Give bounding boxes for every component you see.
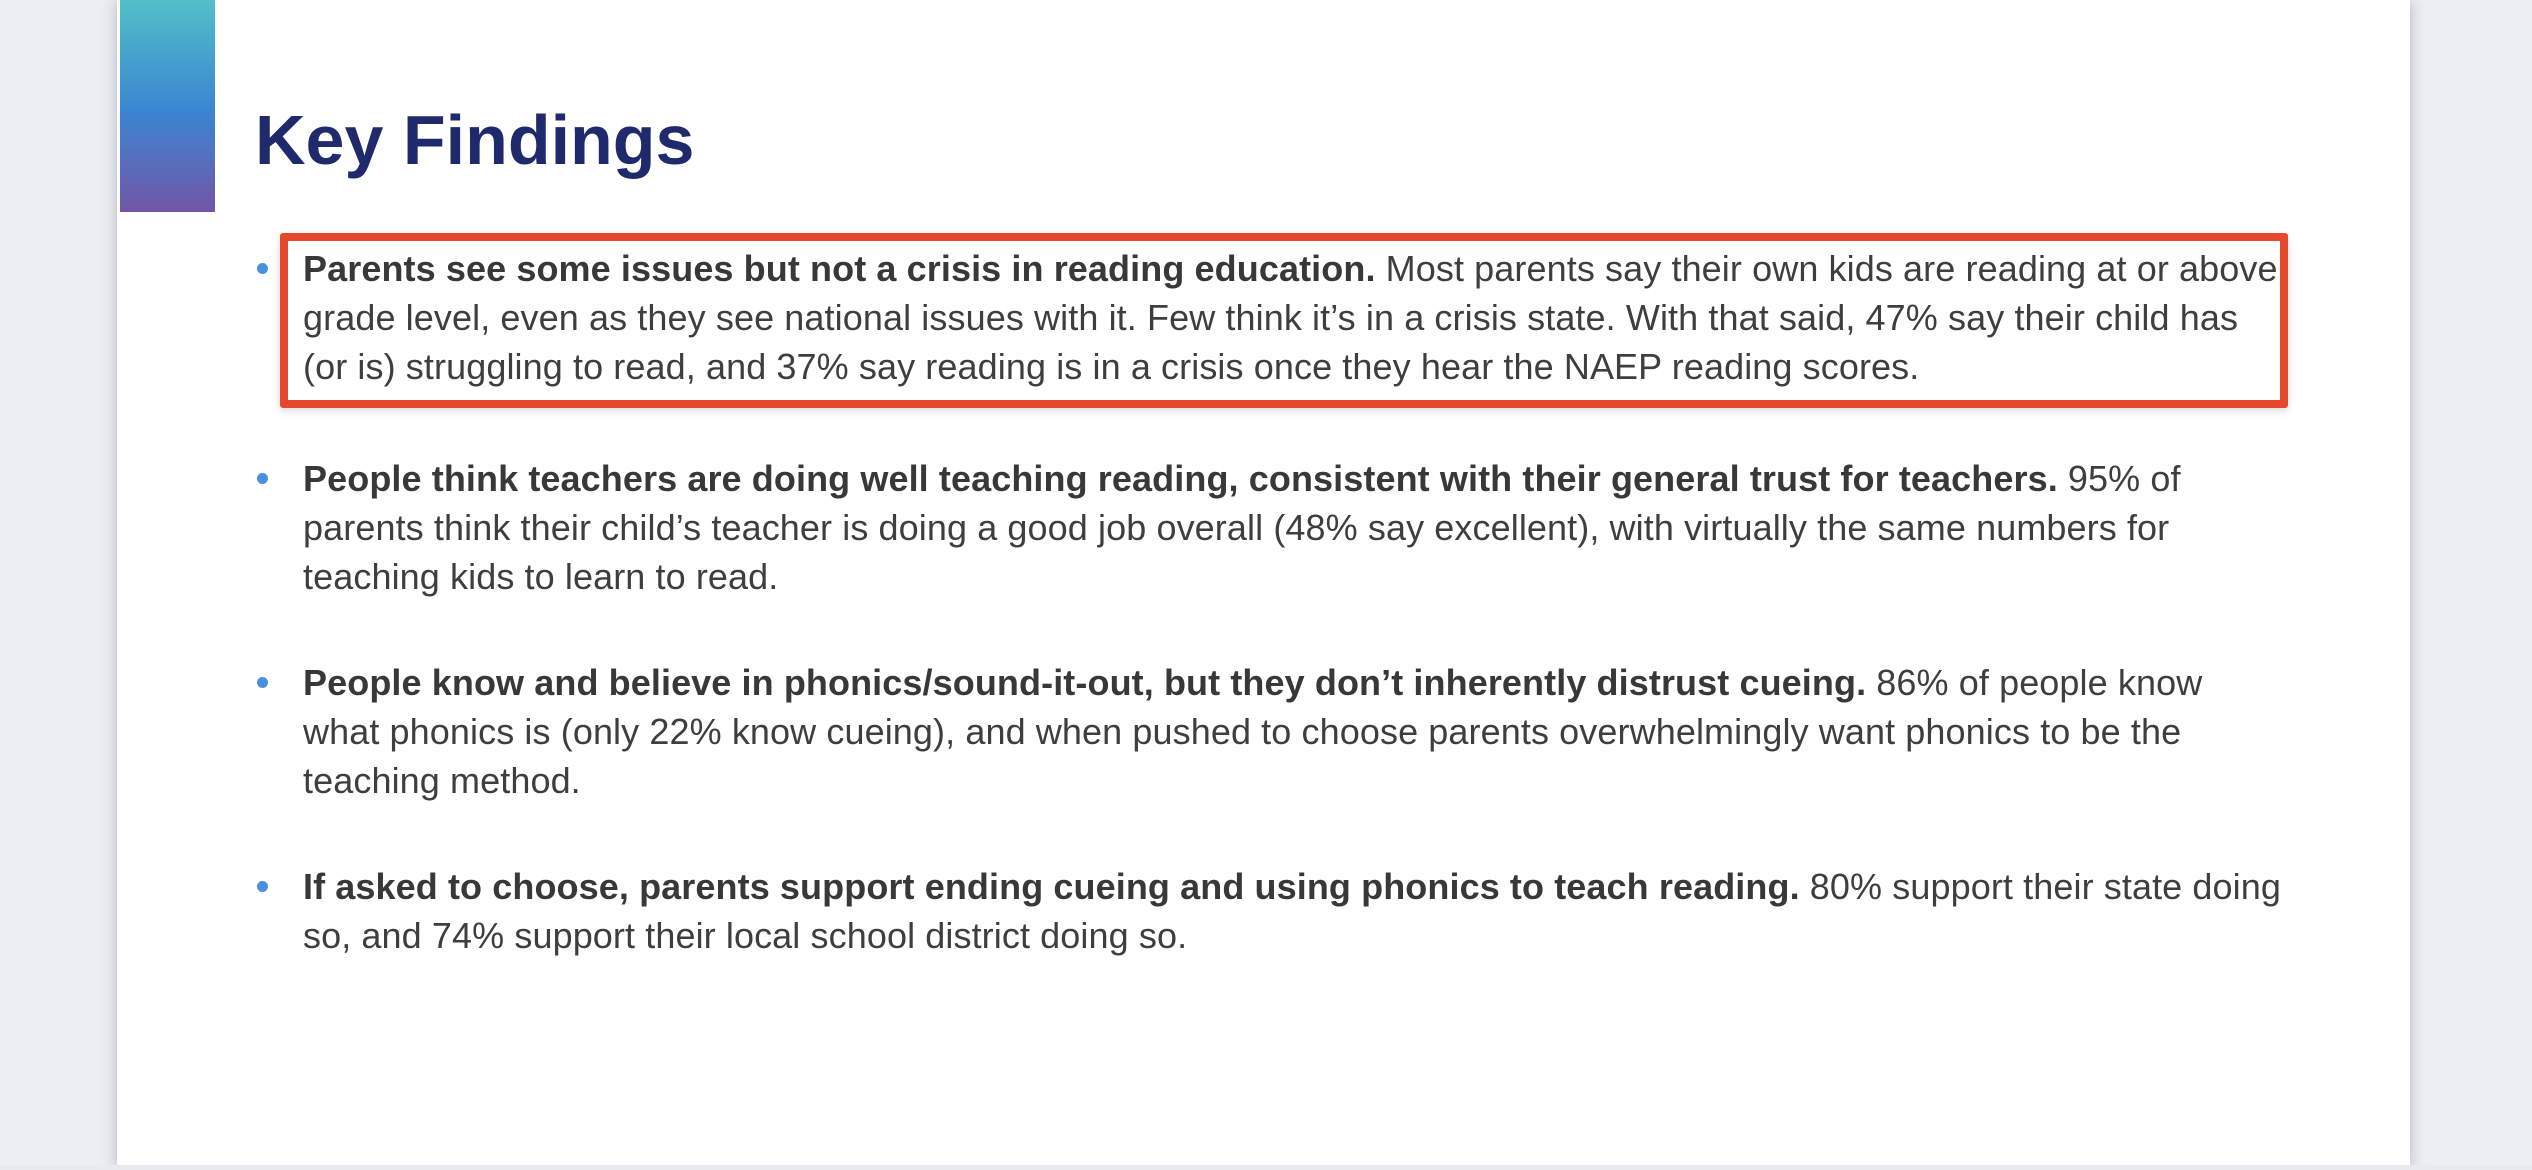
bullet-body-text: 80% support their state doing so, and 74% support their local school district doing so. [303, 866, 2281, 956]
bullet-dot-icon [257, 473, 268, 484]
bullet-lead-text: If asked to choose, parents support ending cueing and using phonics to teach reading. [303, 866, 1800, 907]
bullet-item-parents-issues [303, 244, 2283, 391]
slide-bottom-edge [0, 1165, 2532, 1170]
accent-gradient-bar [120, 0, 215, 212]
bullet-body-text: Most parents say their own kids are reading at or above grade level, even as they see national issues with it. Few think it’s in a crisis state. With that said, 47% say their child has (or is) struggling to read, and 37% say reading is in a crisis once they hear the NAEP reading scores. [303, 248, 2278, 387]
bullet-dot-icon [257, 881, 268, 892]
bullet-dot-icon [257, 263, 268, 274]
bullet-item-phonics-knowledge [303, 658, 2283, 805]
bullet-lead-text: Parents see some issues but not a crisis in reading education. [303, 248, 1376, 289]
bullet-body-text: 86% of people know what phonics is (only 22% know cueing), and when pushed to choose parents overwhelmingly want phonics to be the teaching method. [303, 662, 2203, 801]
bullet-item-teachers-doing-well [303, 454, 2283, 601]
slide-canvas [117, 0, 2410, 1170]
slide-title: Key Findings [255, 100, 695, 179]
bullet-lead-text: People think teachers are doing well teaching reading, consistent with their general trust for teachers. [303, 458, 2058, 499]
bullet-body-text: 95% of parents think their child’s teacher is doing a good job overall (48% say excellent), with virtually the same numbers for teaching kids to learn to read. [303, 458, 2181, 597]
bullet-lead-text: People know and believe in phonics/sound-it-out, but they don’t inherently distrust cueing. [303, 662, 1867, 703]
bullet-dot-icon [257, 677, 268, 688]
bullet-item-support-ending-cueing [303, 862, 2283, 960]
